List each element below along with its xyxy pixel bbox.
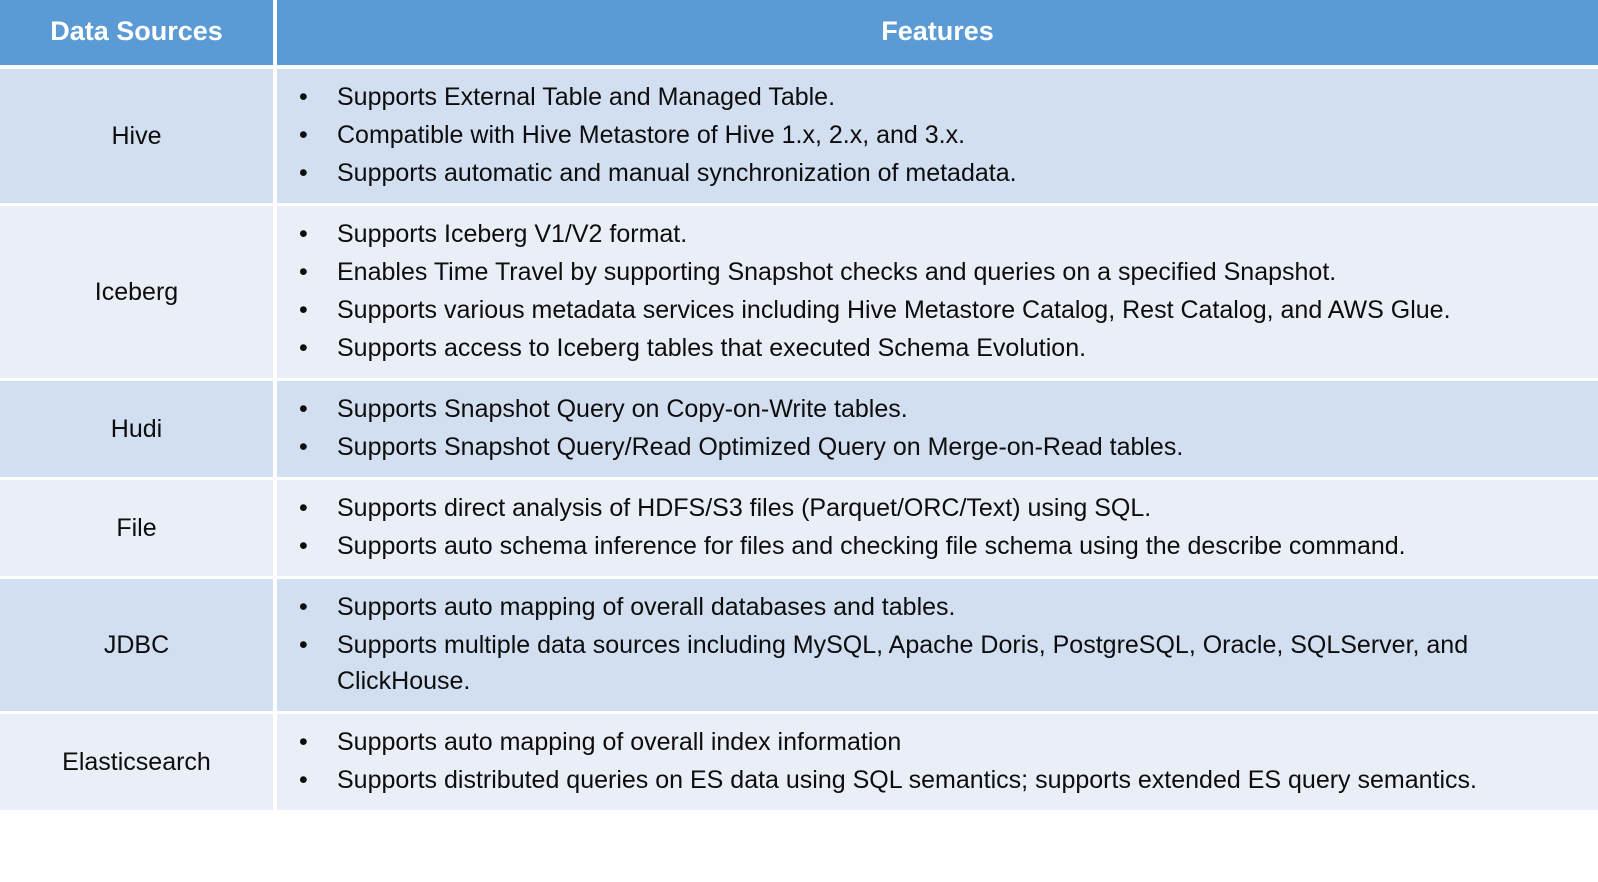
feature-list-item [291, 490, 1584, 526]
feature-list-item [291, 429, 1584, 465]
feature-text: Supports direct analysis of HDFS/S3 files (Parquet/ORC/Text) using SQL. [337, 494, 1152, 522]
table-row [0, 579, 1598, 714]
feature-list-item [291, 724, 1584, 760]
feature-list-item [291, 762, 1584, 798]
cell-data-source: File [0, 480, 277, 579]
bullet-icon: • [299, 766, 308, 794]
cell-data-source: JDBC [0, 579, 277, 714]
feature-text: Supports multiple data sources including MySQL, Apache Doris, PostgreSQL, Oracle, SQLServer, and ClickHouse. [337, 631, 1469, 695]
feature-list [291, 724, 1584, 798]
feature-text: Compatible with Hive Metastore of Hive 1.x, 2.x, and 3.x. [337, 121, 966, 149]
feature-text: Supports External Table and Managed Table. [337, 83, 836, 111]
table-header-row [0, 0, 1598, 69]
cell-data-source: Hudi [0, 381, 277, 480]
feature-text: Supports access to Iceberg tables that executed Schema Evolution. [337, 334, 1087, 362]
bullet-icon: • [299, 334, 308, 362]
cell-features [277, 206, 1598, 381]
table-row [0, 480, 1598, 579]
cell-features [277, 480, 1598, 579]
bullet-icon: • [299, 532, 308, 560]
feature-list [291, 216, 1584, 366]
column-header-features: Features [277, 0, 1598, 69]
feature-text: Supports various metadata services including Hive Metastore Catalog, Rest Catalog, and AWS Glue. [337, 296, 1451, 324]
table-row [0, 69, 1598, 206]
feature-list-item [291, 627, 1584, 699]
table-body [0, 69, 1598, 813]
feature-list-item [291, 528, 1584, 564]
cell-features [277, 69, 1598, 206]
feature-list-item [291, 216, 1584, 252]
cell-features [277, 714, 1598, 813]
cell-features [277, 579, 1598, 714]
bullet-icon: • [299, 220, 308, 248]
feature-text: Supports Snapshot Query on Copy-on-Write tables. [337, 395, 908, 423]
bullet-icon: • [299, 296, 308, 324]
bullet-icon: • [299, 631, 308, 659]
feature-list-item [291, 79, 1584, 115]
bullet-icon: • [299, 395, 308, 423]
feature-text: Supports auto mapping of overall index information [337, 728, 902, 756]
cell-data-source: Hive [0, 69, 277, 206]
table-row [0, 714, 1598, 813]
feature-text: Supports Snapshot Query/Read Optimized Query on Merge-on-Read tables. [337, 433, 1184, 461]
table-row [0, 206, 1598, 381]
feature-text: Supports Iceberg V1/V2 format. [337, 220, 688, 248]
feature-list [291, 391, 1584, 465]
feature-list-item [291, 155, 1584, 191]
column-header-data-sources: Data Sources [0, 0, 277, 69]
bullet-icon: • [299, 433, 308, 461]
feature-list-item [291, 330, 1584, 366]
feature-text: Supports distributed queries on ES data using SQL semantics; supports extended ES query semantics. [337, 766, 1477, 794]
bullet-icon: • [299, 728, 308, 756]
cell-features [277, 381, 1598, 480]
feature-list-item [291, 391, 1584, 427]
feature-text: Supports automatic and manual synchronization of metadata. [337, 159, 1017, 187]
bullet-icon: • [299, 159, 308, 187]
feature-list-item [291, 254, 1584, 290]
table-header [0, 0, 1598, 69]
cell-data-source: Iceberg [0, 206, 277, 381]
feature-list [291, 589, 1584, 699]
bullet-icon: • [299, 258, 308, 286]
bullet-icon: • [299, 83, 308, 111]
feature-text: Supports auto mapping of overall databases and tables. [337, 593, 956, 621]
feature-list [291, 490, 1584, 564]
table-row [0, 381, 1598, 480]
feature-list-item [291, 117, 1584, 153]
bullet-icon: • [299, 494, 308, 522]
bullet-icon: • [299, 121, 308, 149]
feature-text: Enables Time Travel by supporting Snapshot checks and queries on a specified Snapshot. [337, 258, 1337, 286]
feature-list [291, 79, 1584, 191]
cell-data-source: Elasticsearch [0, 714, 277, 813]
feature-list-item [291, 292, 1584, 328]
feature-text: Supports auto schema inference for files and checking file schema using the describe command. [337, 532, 1406, 560]
feature-list-item [291, 589, 1584, 625]
bullet-icon: • [299, 593, 308, 621]
